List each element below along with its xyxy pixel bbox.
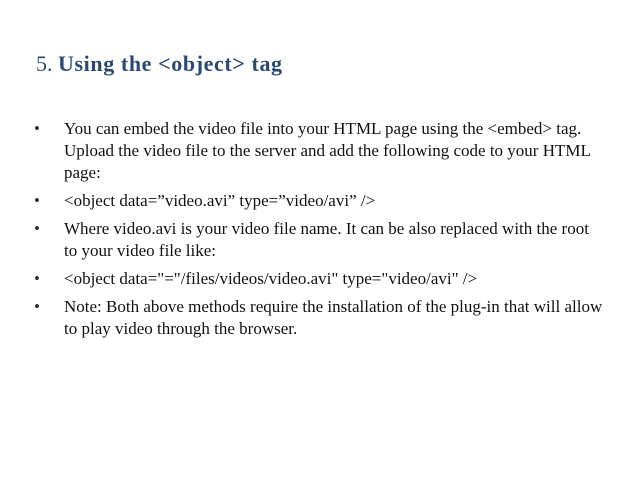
bullet-text: Where video.avi is your video file name. It can be also replaced with the root to your video file like: [64, 219, 589, 260]
slide-title [36, 50, 283, 78]
bullet-text: Note: Both above methods require the installation of the plug-in that will allow to play video through the browser. [64, 297, 603, 338]
bullet-icon: • [34, 297, 40, 316]
bullet-text: <object data=”video.avi” type=”video/avi” /> [64, 191, 376, 210]
slide-title-text: Using the <object> tag [58, 51, 283, 76]
bullet-text: <object data="="/files/videos/video.avi" type="video/avi" /> [64, 269, 478, 288]
slide-title-number: 5. [36, 51, 53, 76]
bullet-item [34, 118, 604, 184]
bullet-icon: • [34, 219, 40, 238]
bullet-icon: • [34, 119, 40, 138]
bullet-icon: • [34, 191, 40, 210]
bullet-icon: • [34, 269, 40, 288]
bullet-item [34, 218, 604, 262]
bullet-item [34, 190, 604, 212]
bullet-item [34, 268, 604, 290]
bullet-text: You can embed the video file into your HTML page using the <embed> tag. Upload the video file to the server and add the following code to your HTML page: [64, 119, 591, 182]
bullet-item [34, 296, 604, 340]
bullet-list [34, 118, 604, 346]
